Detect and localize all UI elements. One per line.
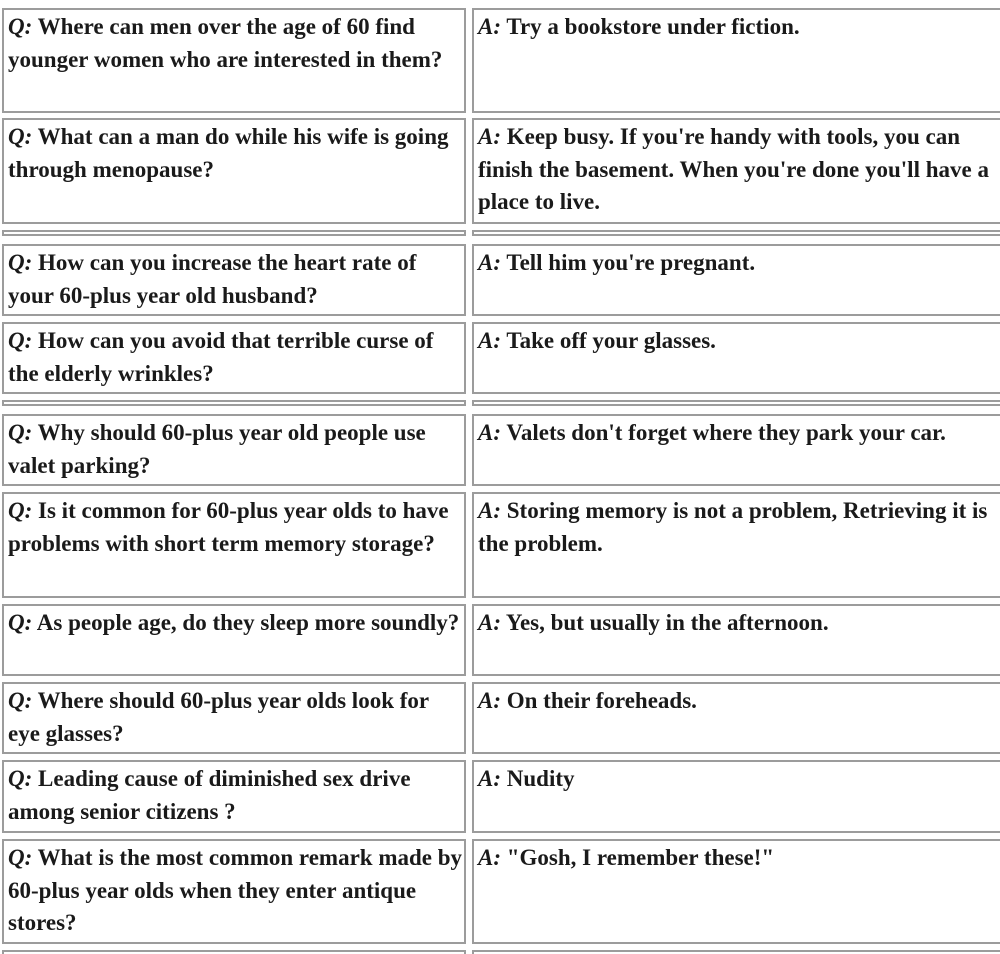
question-text: Where can men over the age of 60 find younger women who are interested in them?	[8, 14, 443, 72]
question-cell	[2, 118, 466, 224]
answer-prefix: A:	[478, 766, 501, 791]
answer-text: Valets don't forget where they park your car.	[506, 420, 946, 445]
row-separator	[472, 400, 1000, 406]
answer-text: Nudity	[506, 766, 575, 791]
answer-cell	[472, 492, 1000, 598]
answer-prefix: A:	[478, 14, 501, 39]
question-prefix: Q:	[8, 328, 33, 353]
question-prefix: Q:	[8, 250, 33, 275]
answer-cell	[472, 414, 1000, 486]
answer-prefix: A:	[478, 845, 501, 870]
answer-cell	[472, 760, 1000, 833]
answer-text: Tell him you're pregnant.	[506, 250, 756, 275]
answer-prefix: A:	[478, 328, 501, 353]
question-prefix: Q:	[8, 845, 33, 870]
answer-prefix: A:	[478, 250, 501, 275]
question-prefix: Q:	[8, 610, 33, 635]
question-cell	[2, 244, 466, 316]
answer-prefix: A:	[478, 498, 501, 523]
answer-text: Try a bookstore under fiction.	[506, 14, 800, 39]
answer-prefix: A:	[478, 610, 501, 635]
question-text: What is the most common remark made by 60-plus year olds when they enter antique stores?	[8, 845, 463, 935]
answer-cell	[472, 682, 1000, 754]
row-separator	[2, 400, 466, 406]
question-text: Why should 60-plus year old people use valet parking?	[8, 420, 426, 478]
question-prefix: Q:	[8, 420, 33, 445]
question-prefix: Q:	[8, 124, 33, 149]
answer-text: "Gosh, I remember these!"	[506, 845, 775, 870]
answer-text: Yes, but usually in the afternoon.	[505, 610, 829, 635]
question-cell	[2, 839, 466, 944]
answer-text: Storing memory is not a problem, Retrieving it is the problem.	[478, 498, 988, 556]
question-cell	[2, 414, 466, 486]
question-text: Where should 60-plus year olds look for eye glasses?	[8, 688, 429, 746]
question-cell	[2, 322, 466, 394]
row-separator	[2, 950, 466, 954]
question-text: Leading cause of diminished sex drive among senior citizens ?	[8, 766, 411, 824]
row-separator	[2, 230, 466, 236]
answer-cell	[472, 322, 1000, 394]
row-separator	[472, 230, 1000, 236]
question-prefix: Q:	[8, 766, 33, 791]
question-text: As people age, do they sleep more soundly?	[36, 610, 460, 635]
question-text: How can you avoid that terrible curse of the elderly wrinkles?	[8, 328, 434, 386]
question-text: Is it common for 60-plus year olds to have problems with short term memory storage?	[8, 498, 449, 556]
answer-cell	[472, 118, 1000, 224]
answer-cell	[472, 604, 1000, 676]
question-cell	[2, 604, 466, 676]
answer-prefix: A:	[478, 124, 501, 149]
answer-cell	[472, 8, 1000, 113]
question-prefix: Q:	[8, 498, 33, 523]
question-cell	[2, 492, 466, 598]
answer-prefix: A:	[478, 420, 501, 445]
question-text: How can you increase the heart rate of your 60-plus year old husband?	[8, 250, 417, 308]
question-cell	[2, 682, 466, 754]
answer-cell	[472, 839, 1000, 944]
answer-cell	[472, 244, 1000, 316]
row-separator	[472, 950, 1000, 954]
answer-text: Keep busy. If you're handy with tools, you can finish the basement. When you're done you'll have a place to live.	[478, 124, 989, 214]
answer-prefix: A:	[478, 688, 501, 713]
question-prefix: Q:	[8, 688, 33, 713]
question-prefix: Q:	[8, 14, 33, 39]
question-cell	[2, 760, 466, 833]
question-cell	[2, 8, 466, 113]
answer-text: Take off your glasses.	[506, 328, 716, 353]
answer-text: On their foreheads.	[506, 688, 697, 713]
question-text: What can a man do while his wife is going through menopause?	[8, 124, 449, 182]
